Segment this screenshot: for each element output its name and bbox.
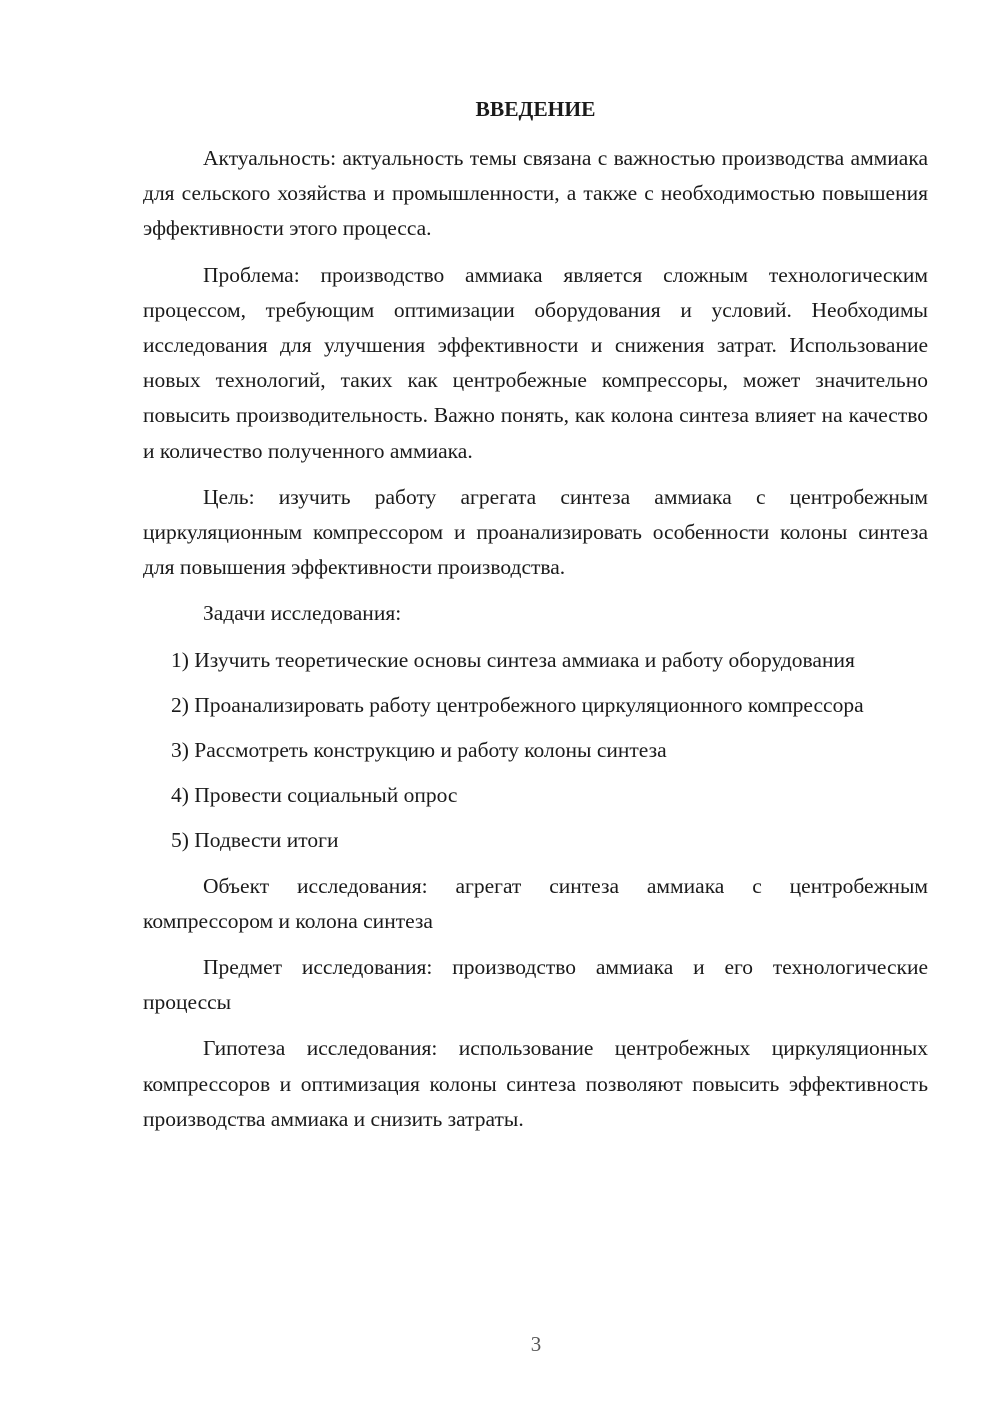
task-item-3: 3) Рассмотреть конструкцию и работу колоны синтеза: [171, 738, 667, 763]
task-item-5: 5) Подвести итоги: [171, 828, 339, 853]
subject-paragraph: Предмет исследования: производство аммиака и его технологические процессы: [143, 955, 928, 1015]
task-item-2: 2) Проанализировать работу центробежного циркуляционного компрессора: [171, 692, 864, 717]
problem-paragraph: Проблема: производство аммиака является сложным технологическим процессом, требующим оптимизации оборудования и условий. Необходимы исследования для улучшения эффективности и снижения затрат. Использование новых технологий, таких как центробежные компрессоры, может значительно повысить производительность. Важно понять, как колона синтеза влияет на качество и количество полученного аммиака.: [143, 262, 928, 463]
page-title: ВВЕДЕНИЕ: [475, 97, 596, 121]
task-item-4: 4) Провести социальный опрос: [171, 783, 458, 808]
object-paragraph: Объект исследования: агрегат синтеза аммиака с центробежным компрессором и колона синтеза: [143, 873, 928, 933]
relevance-paragraph: Актуальность: актуальность темы связана с важностью производства аммиака для сельского хозяйства и промышленности, а также с необходимостью повышения эффективности этого процесса.: [143, 146, 928, 241]
hypothesis-paragraph: Гипотеза исследования: использование центробежных циркуляционных компрессоров и оптимизация колоны синтеза позволяют повысить эффективность производства аммиака и снизить затраты.: [143, 1036, 928, 1131]
page-number: 3: [530, 1332, 542, 1356]
page-body: [143, 92, 928, 1148]
tasks-heading: Задачи исследования:: [203, 601, 402, 626]
task-item-1: 1) Изучить теоретические основы синтеза аммиака и работу оборудования: [171, 647, 855, 672]
goal-paragraph: Цель: изучить работу агрегата синтеза аммиака с центробежным циркуляционным компрессором и проанализировать особенности колоны синтеза для повышения эффективности производства.: [143, 484, 928, 580]
